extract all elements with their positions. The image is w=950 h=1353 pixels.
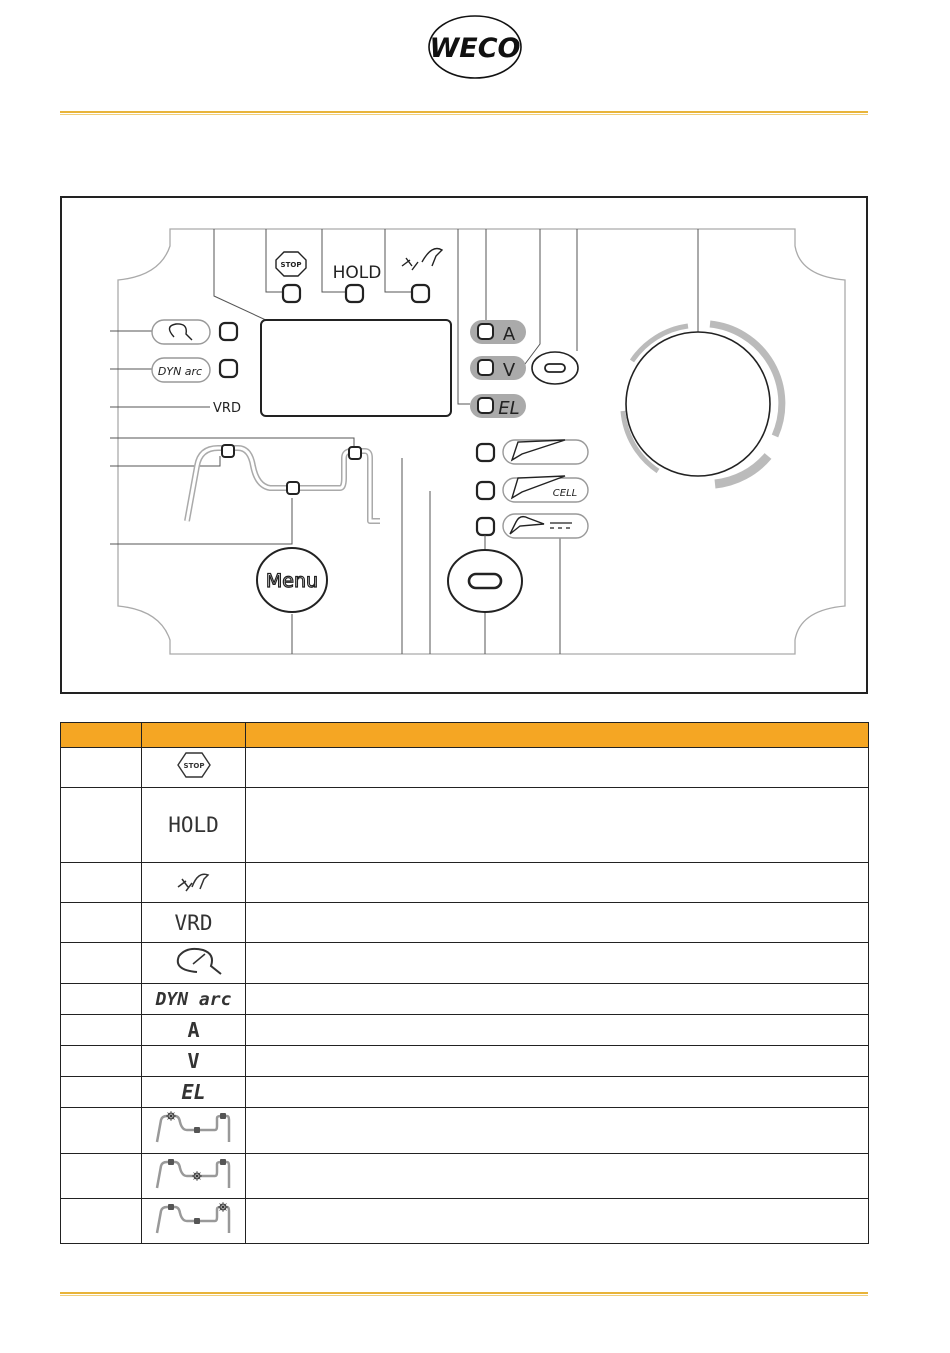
volt-selector[interactable] — [470, 356, 526, 381]
hold-label: HOLD — [332, 263, 382, 283]
legend-header-number — [61, 723, 142, 748]
volt-label: V — [502, 360, 516, 381]
dyn-arc-label: DYN arc — [157, 365, 203, 378]
weco-logo — [426, 14, 524, 80]
table-row — [61, 748, 869, 788]
table-row — [61, 1199, 869, 1244]
hot-start-button[interactable] — [152, 320, 237, 344]
process-select-button[interactable] — [448, 550, 522, 612]
meter-select-button[interactable] — [532, 352, 578, 384]
table-row — [61, 863, 869, 903]
el-text: EL — [142, 1077, 246, 1108]
volt-text: V — [142, 1046, 246, 1077]
leader-lines — [110, 229, 698, 654]
hot-start-icon — [159, 944, 229, 978]
legend-description — [246, 1154, 869, 1199]
legend-description — [246, 1199, 869, 1244]
table-row — [61, 1108, 869, 1154]
legend-description — [246, 1046, 869, 1077]
table-row — [61, 903, 869, 943]
stop-icon — [276, 252, 306, 276]
dyn-arc-text: DYN arc — [142, 984, 246, 1015]
legend-description — [246, 1077, 869, 1108]
legend-table — [60, 722, 869, 1244]
legend-description — [246, 1108, 869, 1154]
welding-curve-graph — [187, 445, 380, 521]
legend-description — [246, 788, 869, 863]
arc-force-icon — [402, 249, 442, 271]
amp-text: A — [142, 1015, 246, 1046]
table-row — [61, 1046, 869, 1077]
el-selector[interactable] — [470, 394, 526, 419]
legend-description — [246, 984, 869, 1015]
table-row — [61, 943, 869, 984]
legend-header-symbol — [142, 723, 246, 748]
el-label: EL — [498, 398, 520, 419]
graph-first-point-icon — [151, 1110, 237, 1146]
arc-force-icon — [172, 865, 216, 895]
vrd-label: VRD — [213, 401, 241, 416]
table-row — [61, 788, 869, 863]
menu-label: Menu — [265, 570, 319, 592]
table-row — [61, 1077, 869, 1108]
amp-label: A — [502, 324, 516, 345]
cell-label: CELL — [552, 488, 578, 499]
dyn-arc-button[interactable] — [152, 358, 237, 382]
amp-selector[interactable] — [470, 320, 526, 345]
top-rule — [60, 111, 868, 115]
menu-button[interactable] — [257, 548, 327, 612]
table-row — [61, 1154, 869, 1199]
graph-middle-point-icon — [151, 1156, 237, 1192]
logo-text: WECO — [429, 33, 521, 64]
table-row — [61, 1015, 869, 1046]
table-row — [61, 984, 869, 1015]
bottom-rule — [60, 1292, 868, 1296]
svg-text:STOP: STOP — [183, 762, 204, 770]
legend-description — [246, 903, 869, 943]
graph-last-point-icon — [151, 1201, 237, 1237]
legend-description — [246, 863, 869, 903]
vrd-text: VRD — [142, 903, 246, 943]
legend-description — [246, 943, 869, 984]
process-tig-button[interactable] — [477, 514, 588, 538]
process-cell-button[interactable] — [477, 476, 588, 502]
legend-header-row — [61, 723, 869, 748]
stop-icon — [174, 750, 214, 780]
process-mma-button[interactable] — [477, 440, 588, 464]
top-leds — [283, 285, 429, 302]
stop-label: STOP — [280, 261, 302, 269]
display-screen — [261, 320, 451, 416]
legend-description — [246, 748, 869, 788]
hold-text: HOLD — [142, 788, 246, 863]
encoder-knob[interactable] — [623, 324, 782, 484]
legend-header-description — [246, 723, 869, 748]
legend-description — [246, 1015, 869, 1046]
front-panel-diagram — [60, 196, 868, 694]
